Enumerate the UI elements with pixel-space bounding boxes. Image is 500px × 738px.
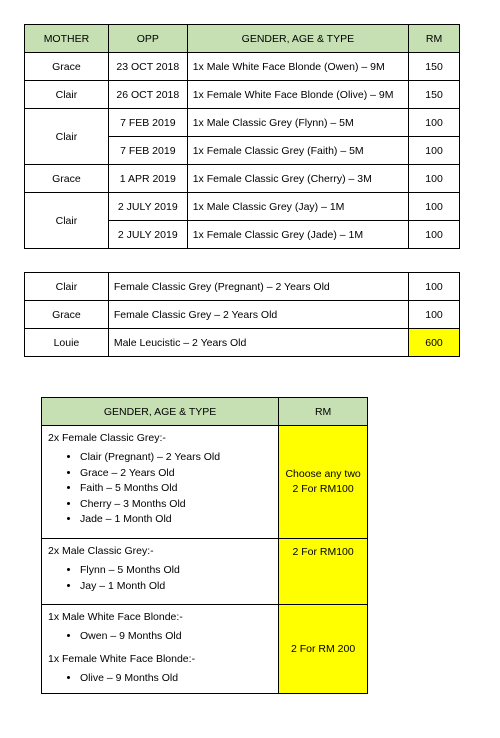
- table-row: [25, 301, 460, 329]
- header-mother: MOTHER: [25, 25, 109, 53]
- description-cell: 1x Male White Face Blonde (Owen) – 9M: [187, 53, 408, 81]
- price-cell: 100: [409, 273, 460, 301]
- table-row: [25, 109, 460, 137]
- group-title: 2x Female Classic Grey:-: [48, 432, 166, 444]
- table-row: [25, 165, 460, 193]
- opp-cell: 2 JULY 2019: [108, 221, 187, 249]
- list-item: • Olive – 9 Months Old: [80, 671, 272, 687]
- list-item: • Owen – 9 Months Old: [80, 629, 272, 645]
- header-description: GENDER, AGE & TYPE: [42, 398, 279, 426]
- price-cell-highlighted: 600: [409, 329, 460, 357]
- list-item: • Jade – 1 Month Old: [80, 512, 272, 528]
- table-row: [25, 273, 460, 301]
- table-row: [42, 605, 368, 694]
- package-group: [42, 605, 279, 694]
- package-price-cell: [279, 539, 368, 605]
- description-cell: 1x Female Classic Grey (Jade) – 1M: [187, 221, 408, 249]
- description-cell: 1x Male Classic Grey (Jay) – 1M: [187, 193, 408, 221]
- adult-table: [24, 272, 460, 357]
- package-table: [41, 397, 368, 694]
- price-cell: 100: [409, 221, 460, 249]
- table-row: [25, 193, 460, 221]
- table-row: [42, 426, 368, 539]
- price-cell: 100: [409, 301, 460, 329]
- bullet-list: [48, 629, 272, 645]
- description-cell: 1x Female Classic Grey (Faith) – 5M: [187, 137, 408, 165]
- group-title: 2x Male Classic Grey:-: [48, 545, 154, 557]
- price-cell: 100: [409, 165, 460, 193]
- table-header-row: [42, 398, 368, 426]
- opp-cell: 2 JULY 2019: [108, 193, 187, 221]
- mother-cell: Clair: [25, 273, 109, 301]
- mother-cell: Grace: [25, 301, 109, 329]
- table-row: [25, 53, 460, 81]
- list-item: • Faith – 5 Months Old: [80, 481, 272, 497]
- description-cell: Male Leucistic – 2 Years Old: [108, 329, 408, 357]
- bullet-list: [48, 450, 272, 528]
- list-item: • Flynn – 5 Months Old: [80, 563, 272, 579]
- package-price-cell: [279, 605, 368, 694]
- mother-cell: Grace: [25, 165, 109, 193]
- opp-cell: 23 OCT 2018: [108, 53, 187, 81]
- mother-cell: Grace: [25, 53, 109, 81]
- description-cell: 1x Female Classic Grey (Cherry) – 3M: [187, 165, 408, 193]
- mother-cell: Clair: [25, 193, 109, 249]
- mother-cell: Clair: [25, 109, 109, 165]
- price-cell: 150: [409, 53, 460, 81]
- price-line: 2 For RM100: [292, 483, 354, 495]
- header-rm: RM: [409, 25, 460, 53]
- header-opp: OPP: [108, 25, 187, 53]
- price-cell: 100: [409, 109, 460, 137]
- package-price-cell: [279, 426, 368, 539]
- group-title: 1x Female White Face Blonde:-: [48, 652, 196, 665]
- table-header-row: [25, 25, 460, 53]
- mother-cell: Louie: [25, 329, 109, 357]
- package-group: [42, 539, 279, 605]
- list-item: • Cherry – 3 Months Old: [80, 497, 272, 513]
- opp-cell: 7 FEB 2019: [108, 137, 187, 165]
- header-description: GENDER, AGE & TYPE: [187, 25, 408, 53]
- bullet-list: [48, 671, 272, 687]
- package-group: [42, 426, 279, 539]
- header-rm: RM: [279, 398, 368, 426]
- group-title: 1x Male White Face Blonde:-: [48, 611, 183, 623]
- description-cell: Female Classic Grey (Pregnant) – 2 Years Old: [108, 273, 408, 301]
- opp-cell: 26 OCT 2018: [108, 81, 187, 109]
- price-line: 2 For RM 200: [291, 642, 356, 655]
- price-line: 2 For RM100: [292, 546, 354, 558]
- price-cell: 150: [409, 81, 460, 109]
- list-item: • Clair (Pregnant) – 2 Years Old: [80, 450, 272, 466]
- litter-table: [24, 24, 460, 249]
- price-cell: 100: [409, 193, 460, 221]
- price-line: Choose any two: [285, 468, 361, 480]
- table-row: [25, 81, 460, 109]
- table-row: [25, 329, 460, 357]
- description-cell: 1x Female White Face Blonde (Olive) – 9M: [187, 81, 408, 109]
- opp-cell: 1 APR 2019: [108, 165, 187, 193]
- mother-cell: Clair: [25, 81, 109, 109]
- list-item: • Jay – 1 Month Old: [80, 579, 272, 595]
- opp-cell: 7 FEB 2019: [108, 109, 187, 137]
- description-cell: 1x Male Classic Grey (Flynn) – 5M: [187, 109, 408, 137]
- bullet-list: [48, 563, 272, 594]
- table-row: [42, 539, 368, 605]
- description-cell: Female Classic Grey – 2 Years Old: [108, 301, 408, 329]
- list-item: • Grace – 2 Years Old: [80, 466, 272, 482]
- price-cell: 100: [409, 137, 460, 165]
